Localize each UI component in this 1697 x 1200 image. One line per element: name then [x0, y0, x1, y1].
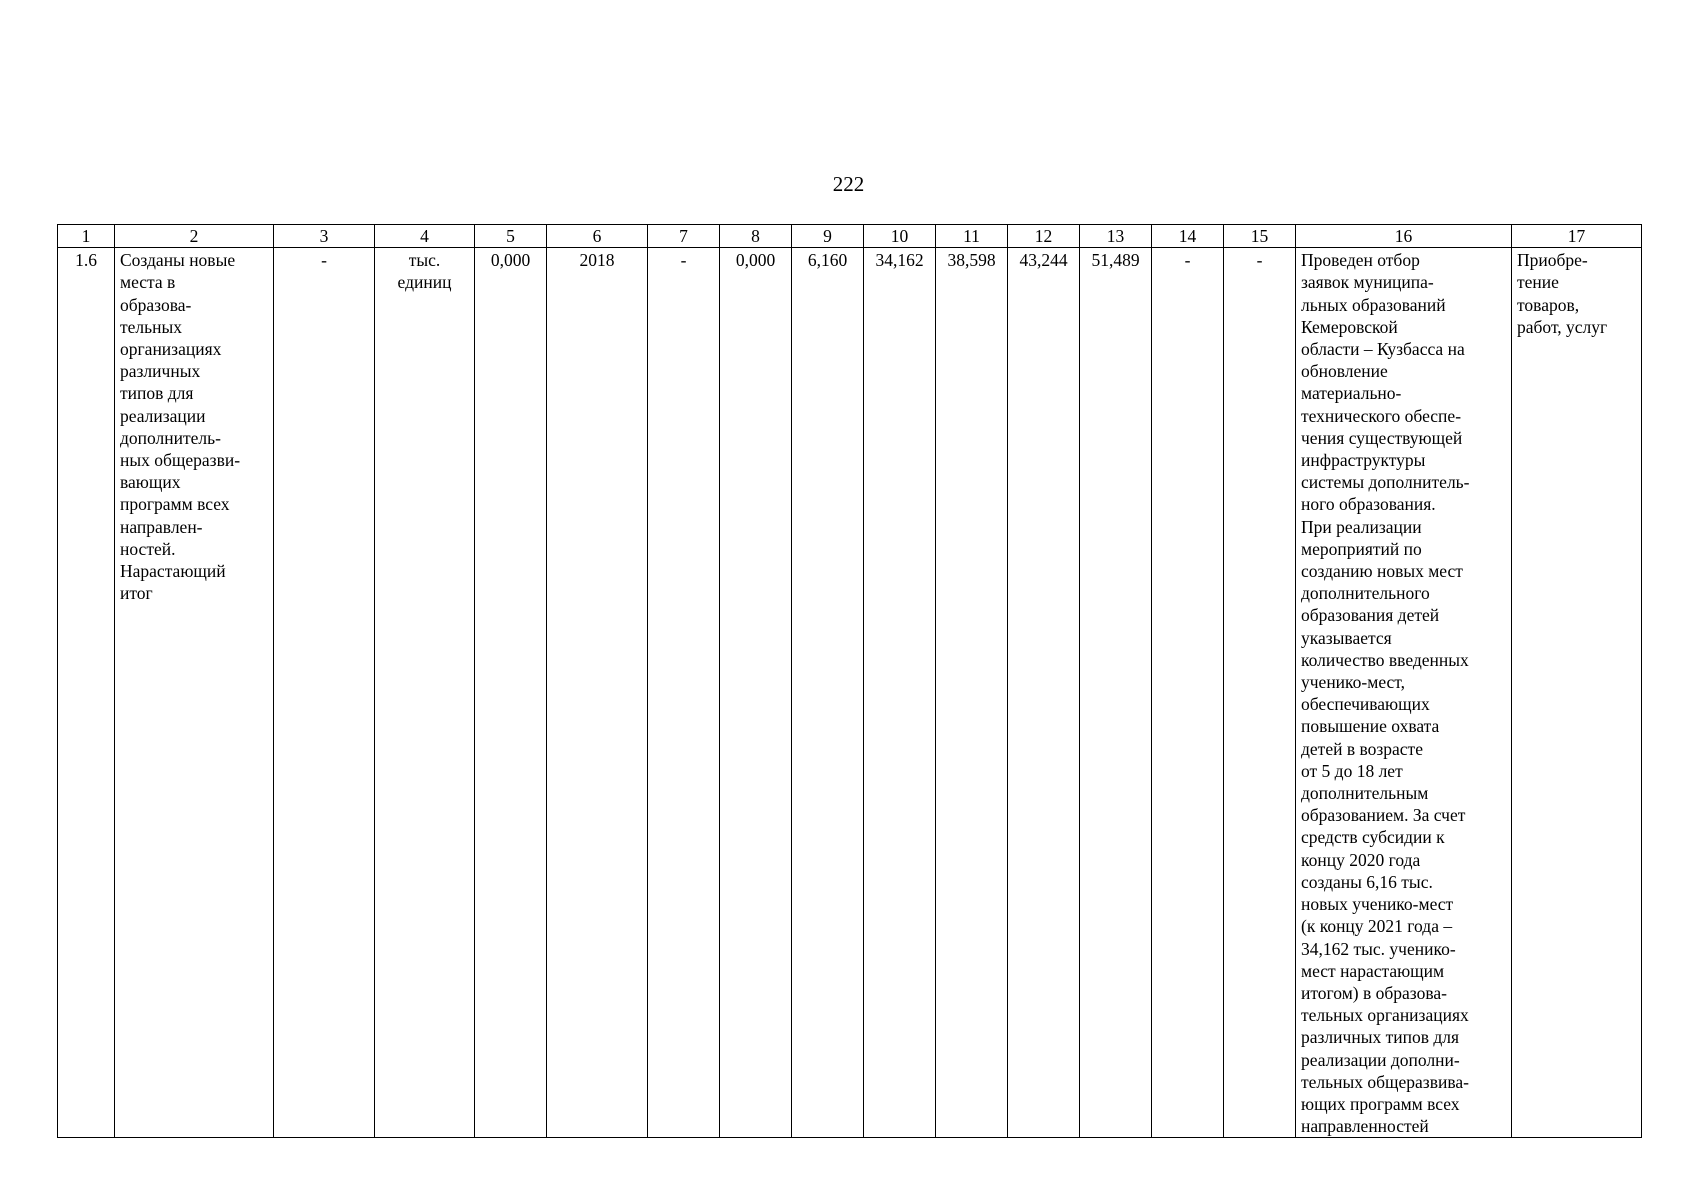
- column-number-15: 15: [1224, 225, 1296, 248]
- cell-col-11: 38,598: [936, 248, 1008, 1138]
- column-number-5: 5: [475, 225, 547, 248]
- base-year-cell: 2018: [547, 248, 648, 1138]
- column-number-16: 16: [1296, 225, 1512, 248]
- row-number-cell: 1.6: [58, 248, 115, 1138]
- indicator-table: [57, 224, 1642, 1138]
- cell-col-13: 51,489: [1080, 248, 1152, 1138]
- cell-col-7: -: [648, 248, 720, 1138]
- cell-col-9: 6,160: [792, 248, 864, 1138]
- description-cell: Проведен отбор заявок муниципа- льных образований Кемеровской области – Кузбасса на обновление материально- технического обеспе- чения существующей инфраструктуры системы дополнитель- ного образования. При реализации мероприятий по созданию новых мест дополнительного образования детей указывается количество введенных ученико-мест, обеспечивающих повышение охвата детей в возрасте от 5 до 18 лет дополнительным образованием. За счет средств субсидии к концу 2020 года созданы 6,16 тыс. новых ученико-мест (к концу 2021 года – 34,162 тыс. ученико- мест нарастающим итогом) в образова- тельных организациях различных типов для реализации дополни- тельных общеразвива- ющих программ всех направленностей: [1296, 248, 1512, 1138]
- cell-col-5: 0,000: [475, 248, 547, 1138]
- indicator-name-cell: Созданы новые места в образова- тельных организациях различных типов для реализации дополнитель- ных общеразви- вающих программ всех направлен- ностей. Нарастающий итог: [115, 248, 274, 1138]
- column-number-6: 6: [547, 225, 648, 248]
- cell-col-14: -: [1152, 248, 1224, 1138]
- column-number-4: 4: [375, 225, 475, 248]
- column-number-11: 11: [936, 225, 1008, 248]
- column-number-17: 17: [1512, 225, 1642, 248]
- column-number-8: 8: [720, 225, 792, 248]
- column-number-10: 10: [864, 225, 936, 248]
- table-row: [58, 248, 1642, 1138]
- cell-col-3: -: [274, 248, 375, 1138]
- cell-col-15: -: [1224, 248, 1296, 1138]
- unit-cell: тыс. единиц: [375, 248, 475, 1138]
- page-number: 222: [832, 172, 865, 196]
- column-number-7: 7: [648, 225, 720, 248]
- column-number-2: 2: [115, 225, 274, 248]
- column-number-1: 1: [58, 225, 115, 248]
- expense-type-cell: Приобре- тение товаров, работ, услуг: [1512, 248, 1642, 1138]
- column-number-13: 13: [1080, 225, 1152, 248]
- cell-col-8: 0,000: [720, 248, 792, 1138]
- column-number-3: 3: [274, 225, 375, 248]
- column-number-9: 9: [792, 225, 864, 248]
- column-number-14: 14: [1152, 225, 1224, 248]
- column-number-12: 12: [1008, 225, 1080, 248]
- column-number-row: [58, 225, 1642, 248]
- cell-col-10: 34,162: [864, 248, 936, 1138]
- cell-col-12: 43,244: [1008, 248, 1080, 1138]
